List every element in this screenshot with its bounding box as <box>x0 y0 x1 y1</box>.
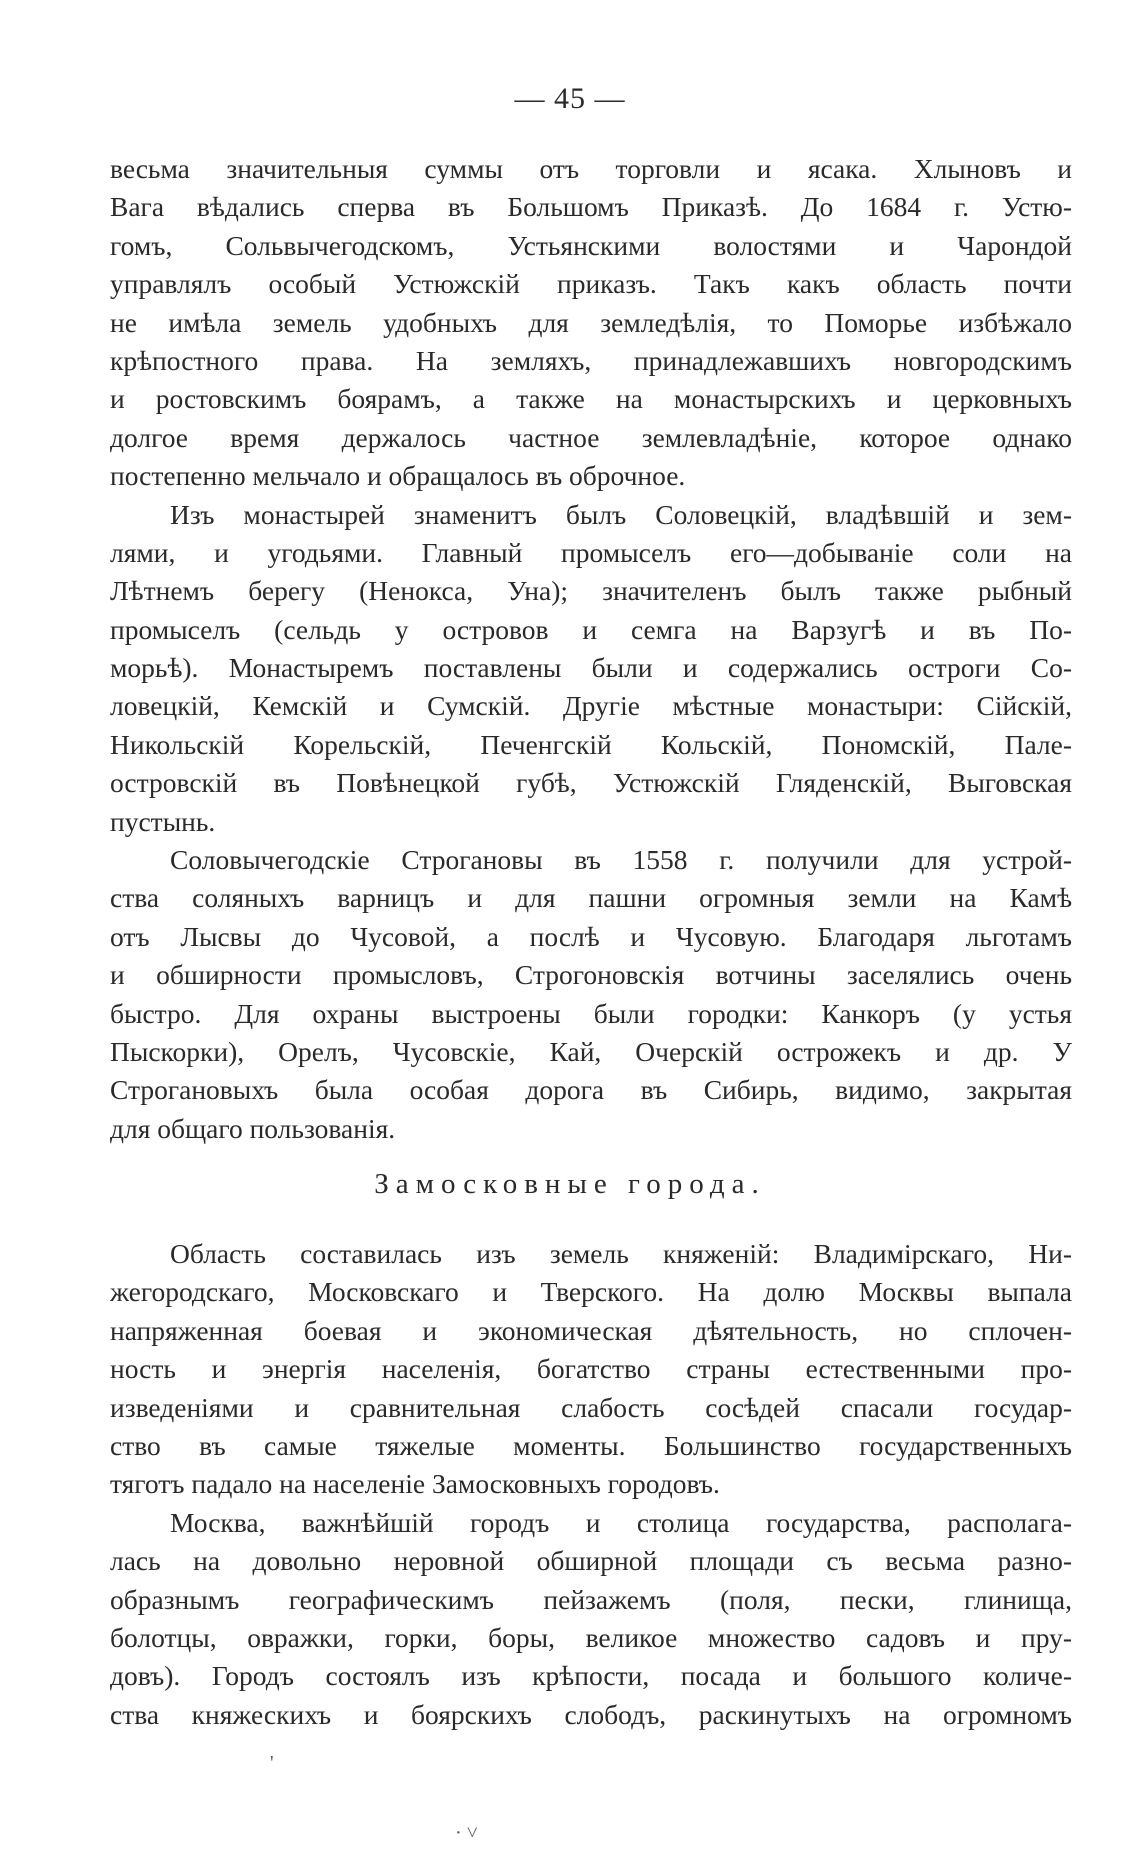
text-line: болотцы, овражки, горки, боры, великое множество садовъ и пру- <box>110 1621 1072 1653</box>
text-line: образнымъ географическимъ пейзажемъ (поля, пески, глинища, <box>110 1583 1072 1615</box>
text-line: промыселъ (сельдь у островов и семга на Варзугѣ и въ По- <box>110 613 1072 645</box>
text-line: Москва, важнѣйшій городъ и столица государства, располага- <box>170 1506 1072 1538</box>
text-line: Изъ монастырей знаменитъ былъ Соловецкій, владѣвшій и зем- <box>170 498 1072 530</box>
text-block-pomorye <box>110 150 1072 1148</box>
scan-speck-mark: ' <box>270 1752 274 1774</box>
text-line: ность и энергія населенія, богатство страны естественными про- <box>110 1353 1072 1385</box>
text-line: крѣпостного права. На земляхъ, принадлежавшихъ новгородскимъ <box>110 344 1072 376</box>
text-line: ства княжескихъ и боярскихъ слободъ, раскинутыхъ на огромномъ <box>110 1698 1072 1730</box>
text-line: Строгановыхъ была особая дорога въ Сибирь, видимо, закрытая <box>110 1074 1072 1106</box>
text-line: лями, и угодьями. Главный промыселъ его—добываніе соли на <box>110 536 1072 568</box>
page-number: — 45 — <box>514 82 626 115</box>
text-line: ства соляныхъ варницъ и для пашни огромныя земли на Камѣ <box>110 882 1072 914</box>
text-line: лась на довольно неровной обширной площади съ весьма разно- <box>110 1545 1072 1577</box>
text-line: Пыскорки), Орелъ, Чусовскіе, Кай, Очерскій острожекъ и др. У <box>110 1035 1072 1067</box>
text-line: морьѣ). Монастыремъ поставлены были и содержались остроги Со- <box>110 652 1072 684</box>
text-line: гомъ, Сольвычегодскомъ, Устьянскими волостями и Чарондой <box>110 229 1072 261</box>
text-line: постепенно мельчало и обращалось въ оброчное. <box>110 460 686 492</box>
text-line: долгое время держалось частное землевладѣніе, которое однако <box>110 421 1072 453</box>
text-line: для общаго пользованія. <box>110 1112 396 1144</box>
text-line: не имѣла земель удобныхъ для земледѣлія, то Поморье избѣжало <box>110 306 1072 338</box>
text-line: Область составилась изъ земель княженій: Владимірскаго, Ни- <box>170 1238 1072 1269</box>
text-line: быстро. Для охраны выстроены были городки: Канкоръ (у устья <box>110 997 1072 1029</box>
text-line: управлялъ особый Устюжскій приказъ. Такъ какъ область почти <box>110 268 1072 300</box>
text-line: Вага вѣдались сперва въ Большомъ Приказѣ. До 1684 г. Устю- <box>110 191 1072 223</box>
section-heading: Замосковные города. <box>374 1168 766 1200</box>
text-line: изведеніями и сравнительная слабость сосѣдей спасали государ- <box>110 1391 1072 1423</box>
text-line: Соловычегодскіе Строгановы въ 1558 г. получили для устрой- <box>170 844 1072 876</box>
text-line: напряженная боевая и экономическая дѣятельность, но сплочен- <box>110 1314 1072 1346</box>
scan-bottom-mark: · ˅ <box>455 1822 478 1844</box>
text-line: ство въ самые тяжелые моменты. Большинство государственныхъ <box>110 1429 1072 1461</box>
text-line: отъ Лысвы до Чусовой, а послѣ и Чусовую. Благодаря льготамъ <box>110 920 1072 952</box>
text-line: и обширности промысловъ, Строгоновскія вотчины заселялись очень <box>110 959 1072 991</box>
text-line: пустынь. <box>110 805 216 837</box>
text-line: ловецкій, Кемскій и Сумскій. Другіе мѣстные монастыри: Сійскій, <box>110 690 1072 722</box>
text-line: весьма значительныя суммы отъ торговли и ясака. Хлыновъ и <box>110 153 1072 184</box>
text-line: довъ). Городъ состоялъ изъ крѣпости, посада и большого количе- <box>110 1660 1072 1692</box>
text-line: Никольскій Корельскій, Печенгскій Кольскій, Пономскій, Пале- <box>110 728 1072 760</box>
text-line: тяготъ падало на населеніе Замосковныхъ городовъ. <box>110 1468 720 1500</box>
text-line: и ростовскимъ боярамъ, а также на монастырскихъ и церковныхъ <box>110 383 1072 415</box>
text-block-zamoskovnye <box>110 1235 1072 1734</box>
text-line: островскій въ Повѣнецкой губѣ, Устюжскій Гляденскій, Выговская <box>110 767 1072 799</box>
text-line: Лѣтнемъ берегу (Ненокса, Уна); значителенъ былъ также рыбный <box>110 575 1072 607</box>
text-line: жегородскаго, Московскаго и Тверского. На долю Москвы выпала <box>110 1276 1072 1308</box>
